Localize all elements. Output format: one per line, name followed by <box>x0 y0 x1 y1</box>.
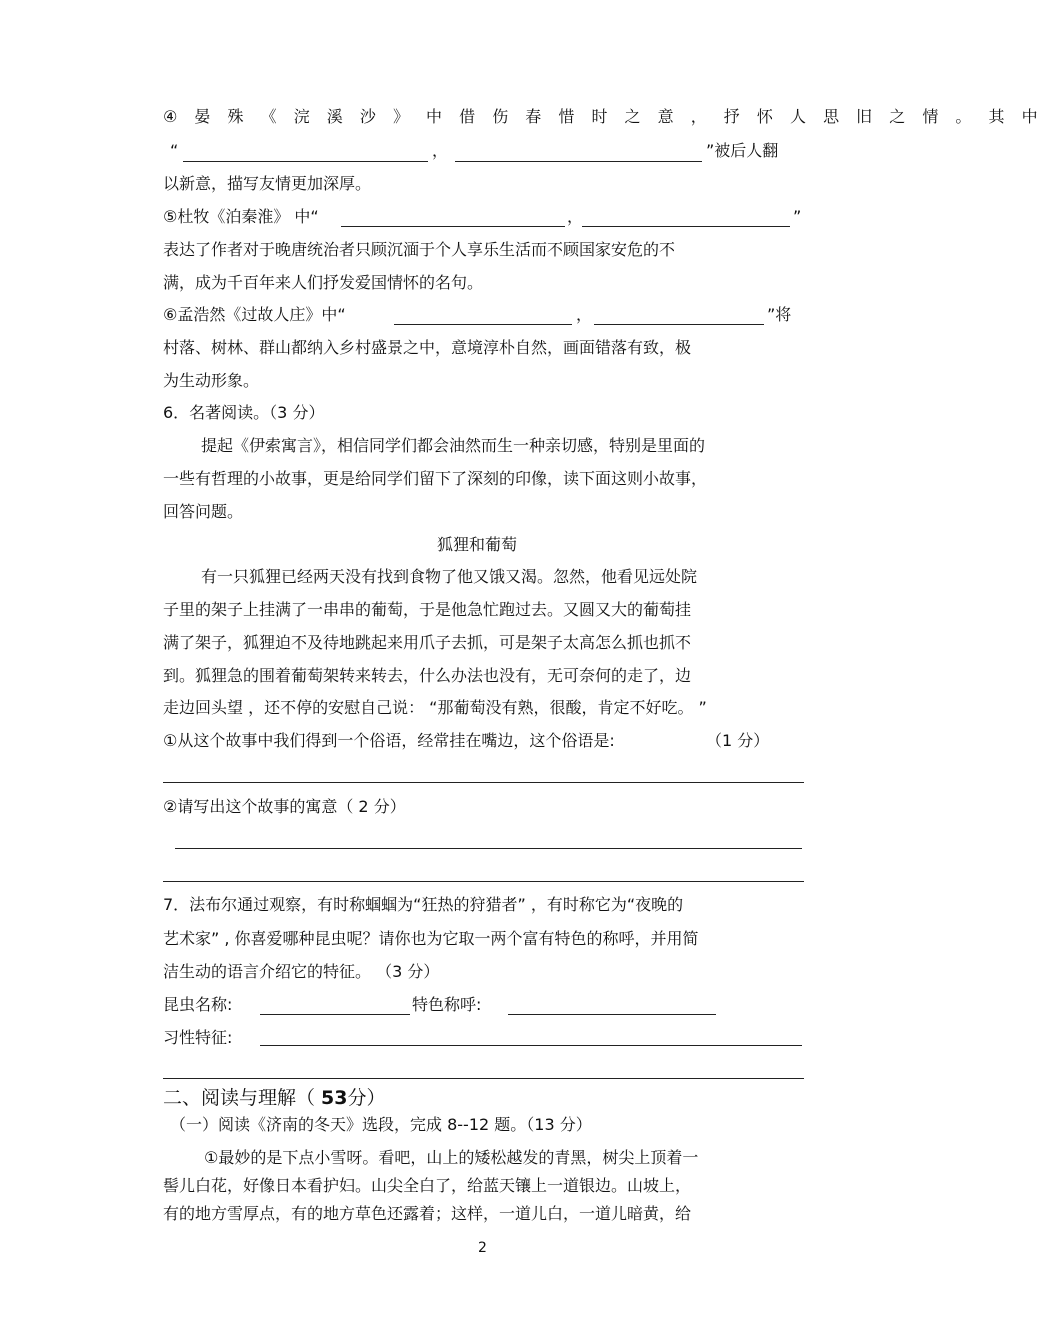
q5-item5-line3: 满，成为千百年来人们抒发爱国情怀的名句。 <box>163 273 484 292</box>
habit-label: 习性特征: <box>163 1028 233 1047</box>
q5-item4-line3: 以新意，描写友情更加深厚。 <box>163 174 372 193</box>
q5-item4-open-quote: “ <box>170 141 179 160</box>
q7-line: 艺术家” , 你喜爱哪种昆虫呢？请你也为它取一两个富有特色的称呼，并用简 <box>163 929 699 948</box>
answer-line[interactable] <box>175 848 802 849</box>
nickname-field[interactable] <box>508 1014 716 1015</box>
q5-item6-lead: ⑥孟浩然《过故人庄》中“ <box>163 305 346 324</box>
insect-name-label: 昆虫名称: <box>163 995 233 1014</box>
story-title: 狐狸和葡萄 <box>437 535 518 554</box>
answer-blank[interactable] <box>594 324 764 325</box>
q6-intro-line: 一些有哲理的小故事，更是给同学们留下了深刻的印像，读下面这则小故事， <box>163 469 708 488</box>
q6-sub1-score: （1 分） <box>706 731 770 750</box>
section2-title <box>163 1086 386 1110</box>
answer-blank[interactable] <box>183 161 428 162</box>
answer-blank[interactable] <box>582 226 790 227</box>
q5-item6-line2: 村落、树林、群山都纳入乡村盛景之中，意境淳朴自然，画面错落有致，极 <box>163 338 692 357</box>
section2-title-suffix: 分） <box>347 1087 386 1109</box>
page-number: 2 <box>478 1240 487 1256</box>
nickname-label: 特色称呼: <box>412 995 482 1014</box>
insect-name-field[interactable] <box>260 1014 410 1015</box>
section2-subheading: （一）阅读《济南的冬天》选段，完成 8--12 题。（13 分） <box>170 1115 592 1134</box>
passage-line: 有的地方雪厚点，有的地方草色还露着；这样，一道儿白，一道儿暗黄，给 <box>163 1204 692 1223</box>
q6-heading: 6．名著阅读。（3 分） <box>163 403 325 422</box>
answer-line[interactable] <box>163 881 804 882</box>
section2-title-prefix: 二、阅读与理解（ <box>163 1087 322 1109</box>
q5-item4-close: ”被后人翻 <box>706 141 779 160</box>
q5-item4-line1: ④ 晏 殊 《 浣 溪 沙 》 中 借 伤 春 惜 时 之 意 ， 抒 怀 人 思 旧 之 情 。 其 中 <box>163 107 1044 126</box>
q5-item5-lead: ⑤杜牧《泊秦淮》 中“ <box>163 207 319 226</box>
answer-line[interactable] <box>163 782 804 783</box>
q5-item4-comma: ， <box>432 141 449 160</box>
answer-blank[interactable] <box>455 161 702 162</box>
habit-field[interactable] <box>260 1045 802 1046</box>
story-line: 走边回头望 ，还不停的安慰自己说： “那葡萄没有熟，很酸，肯定不好吃。 ” <box>163 698 707 717</box>
story-line: 子里的架子上挂满了一串串的葡萄，于是他急忙跑过去。又圆又大的葡萄挂 <box>163 600 692 619</box>
q5-item6-close: ”将 <box>767 305 792 324</box>
q5-item5-close: ” <box>793 207 802 226</box>
answer-line[interactable] <box>163 1078 804 1079</box>
story-line: 有一只狐狸已经两天没有找到食物了他又饿又渴。忽然，他看见远处院 <box>201 567 698 586</box>
q5-item6-line3: 为生动形象。 <box>163 371 260 390</box>
section2-title-score: 53 <box>321 1087 348 1109</box>
q7-line: 洁生动的语言介绍它的特征。 （3 分） <box>163 962 440 981</box>
story-line: 满了架子，狐狸迫不及待地跳起来用爪子去抓，可是架子太高怎么抓也抓不 <box>163 633 692 652</box>
q6-intro-line: 提起《伊索寓言》，相信同学们都会油然而生一种亲切感，特别是里面的 <box>201 436 706 455</box>
passage-line: 髻儿白花，好像日本看护妇。山尖全白了，给蓝天镶上一道银边。山坡上， <box>163 1176 692 1195</box>
answer-blank[interactable] <box>394 324 572 325</box>
passage-line: ①最妙的是下点小雪呀。看吧，山上的矮松越发的青黑，树尖上顶着一 <box>204 1148 699 1167</box>
q6-intro-line: 回答问题。 <box>163 502 244 521</box>
q5-item5-comma: ， <box>567 207 584 226</box>
q7-line: 7．法布尔通过观察，有时称蝈蝈为“狂热的狩猎者” ，有时称它为“夜晚的 <box>163 895 684 914</box>
story-line: 到。狐狸急的围着葡萄架转来转去，什么办法也没有，无可奈何的走了，边 <box>163 666 692 685</box>
q5-item6-comma: ， <box>576 305 593 324</box>
answer-blank[interactable] <box>341 226 565 227</box>
q5-item5-line2: 表达了作者对于晚唐统治者只顾沉湎于个人享乐生活而不顾国家安危的不 <box>163 240 676 259</box>
q6-sub2: ②请写出这个故事的寓意（ 2 分） <box>163 797 406 816</box>
q6-sub1: ①从这个故事中我们得到一个俗语，经常挂在嘴边，这个俗语是: <box>163 731 615 750</box>
